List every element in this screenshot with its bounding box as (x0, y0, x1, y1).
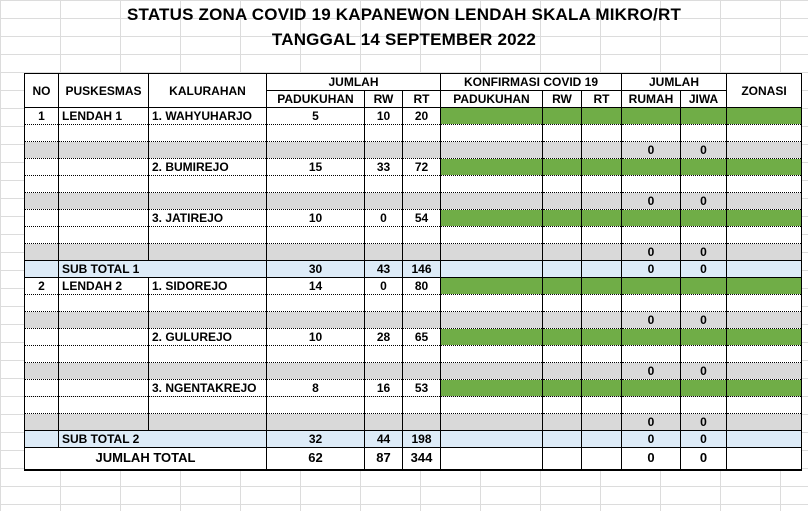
empty-cell (403, 312, 441, 329)
empty-cell (727, 363, 802, 380)
no-cell: 1 (25, 108, 59, 125)
empty-cell (59, 363, 149, 380)
empty-cell (543, 363, 582, 380)
empty-cell (543, 448, 582, 470)
status-cell (681, 159, 727, 176)
status-cell (543, 108, 582, 125)
padukuhan-count: 10 (267, 210, 365, 227)
empty-cell (582, 312, 622, 329)
empty-cell (582, 346, 622, 363)
empty-cell (543, 431, 582, 448)
empty-cell (25, 176, 59, 193)
rt-count: 20 (403, 108, 441, 125)
subtotal-rumah: 0 (622, 261, 681, 278)
empty-cell (267, 363, 365, 380)
page-title: STATUS ZONA COVID 19 KAPANEWON LENDAH SKALA MIKRO/RT (126, 5, 682, 24)
header-no: NO (25, 74, 59, 108)
empty-cell (59, 176, 149, 193)
empty-cell (149, 312, 267, 329)
empty-cell (365, 363, 403, 380)
empty-cell (403, 397, 441, 414)
empty-cell (543, 261, 582, 278)
empty-cell (727, 125, 802, 142)
rt-count: 54 (403, 210, 441, 227)
subtotal-label: SUB TOTAL 2 (59, 431, 267, 448)
header-konfirmasi-padukuhan: PADUKUHAN (441, 91, 543, 108)
empty-cell (365, 125, 403, 142)
total-label: JUMLAH TOTAL (25, 448, 267, 470)
status-cell (622, 329, 681, 346)
empty-cell (267, 244, 365, 261)
status-cell (681, 278, 727, 295)
status-cell (582, 159, 622, 176)
empty-cell (59, 125, 149, 142)
jiwa-count: 0 (681, 244, 727, 261)
padukuhan-count: 5 (267, 108, 365, 125)
empty-cell (727, 142, 802, 159)
kalurahan-cell: 3. JATIREJO (149, 210, 267, 227)
empty-cell (59, 295, 149, 312)
empty-cell (403, 125, 441, 142)
empty-cell (25, 142, 59, 159)
empty-cell (25, 346, 59, 363)
jiwa-count: 0 (681, 363, 727, 380)
empty-cell (582, 176, 622, 193)
empty-cell (59, 414, 149, 431)
empty-cell (441, 397, 543, 414)
kalurahan-cell: 1. WAHYUHARJO (149, 108, 267, 125)
table-row (25, 380, 802, 397)
status-cell (582, 108, 622, 125)
header-jumlah: JUMLAH (267, 74, 441, 91)
empty-cell (543, 193, 582, 210)
empty-cell (582, 125, 622, 142)
subtotal-rt: 146 (403, 261, 441, 278)
empty-cell (441, 312, 543, 329)
total-rw: 87 (365, 448, 403, 470)
jiwa-count: 0 (681, 312, 727, 329)
empty-cell (582, 295, 622, 312)
rumah-count: 0 (622, 142, 681, 159)
empty-cell (727, 176, 802, 193)
subtotal-rumah: 0 (622, 431, 681, 448)
empty-cell (441, 431, 543, 448)
empty-cell (543, 142, 582, 159)
status-cell (441, 278, 543, 295)
empty-cell (441, 176, 543, 193)
rt-count: 72 (403, 159, 441, 176)
table-row (25, 363, 802, 380)
rt-count: 65 (403, 329, 441, 346)
empty-cell (681, 397, 727, 414)
empty-cell (543, 176, 582, 193)
empty-cell (25, 431, 59, 448)
empty-cell (267, 176, 365, 193)
empty-cell (441, 261, 543, 278)
status-cell (622, 380, 681, 397)
table-row (25, 227, 802, 244)
empty-cell (59, 227, 149, 244)
empty-cell (582, 142, 622, 159)
covid-status-table (24, 73, 802, 471)
rw-count: 33 (365, 159, 403, 176)
rumah-count: 0 (622, 414, 681, 431)
puskesmas-cell (59, 159, 149, 176)
status-cell (681, 329, 727, 346)
rw-count: 10 (365, 108, 403, 125)
total-rumah: 0 (622, 448, 681, 470)
empty-cell (267, 312, 365, 329)
empty-cell (25, 363, 59, 380)
no-cell (25, 159, 59, 176)
empty-cell (582, 363, 622, 380)
empty-cell (149, 227, 267, 244)
table-row (25, 295, 802, 312)
header-rw: RW (365, 91, 403, 108)
table-row (25, 414, 802, 431)
kalurahan-cell: 3. NGENTAKREJO (149, 380, 267, 397)
empty-cell (403, 176, 441, 193)
empty-cell (582, 261, 622, 278)
empty-cell (727, 295, 802, 312)
empty-cell (149, 363, 267, 380)
header-konfirmasi-rw: RW (543, 91, 582, 108)
puskesmas-cell: LENDAH 1 (59, 108, 149, 125)
status-cell (727, 329, 802, 346)
rumah-count: 0 (622, 363, 681, 380)
header-jumlah-kasus: JUMLAH (622, 74, 727, 91)
empty-cell (267, 295, 365, 312)
empty-cell (365, 176, 403, 193)
empty-cell (365, 414, 403, 431)
empty-cell (59, 312, 149, 329)
empty-cell (727, 193, 802, 210)
rumah-count: 0 (622, 244, 681, 261)
table-row (25, 448, 802, 470)
status-cell (543, 380, 582, 397)
rt-count: 80 (403, 278, 441, 295)
no-cell (25, 210, 59, 227)
table-row (25, 244, 802, 261)
puskesmas-cell (59, 329, 149, 346)
empty-cell (441, 448, 543, 470)
table-row (25, 108, 802, 125)
table-row (25, 210, 802, 227)
subtotal-jiwa: 0 (681, 431, 727, 448)
empty-cell (149, 244, 267, 261)
empty-cell (681, 125, 727, 142)
empty-cell (441, 363, 543, 380)
empty-cell (727, 431, 802, 448)
empty-cell (59, 244, 149, 261)
header-konfirmasi-rt: RT (582, 91, 622, 108)
kalurahan-cell: 2. GULUREJO (149, 329, 267, 346)
empty-cell (267, 193, 365, 210)
rw-count: 0 (365, 278, 403, 295)
empty-cell (622, 176, 681, 193)
empty-cell (149, 414, 267, 431)
table-row (25, 431, 802, 448)
empty-cell (25, 261, 59, 278)
empty-cell (59, 193, 149, 210)
padukuhan-count: 10 (267, 329, 365, 346)
empty-cell (365, 244, 403, 261)
empty-cell (403, 414, 441, 431)
empty-cell (727, 227, 802, 244)
table-row (25, 312, 802, 329)
empty-cell (582, 431, 622, 448)
status-cell (441, 329, 543, 346)
empty-cell (543, 244, 582, 261)
status-cell (543, 278, 582, 295)
empty-cell (543, 125, 582, 142)
subtotal-padukuhan: 30 (267, 261, 365, 278)
empty-cell (403, 346, 441, 363)
status-cell (441, 159, 543, 176)
empty-cell (267, 346, 365, 363)
jiwa-count: 0 (681, 414, 727, 431)
header-rt: RT (403, 91, 441, 108)
empty-cell (403, 295, 441, 312)
rumah-count: 0 (622, 193, 681, 210)
puskesmas-cell (59, 380, 149, 397)
status-cell (727, 380, 802, 397)
empty-cell (365, 312, 403, 329)
empty-cell (365, 295, 403, 312)
empty-cell (25, 295, 59, 312)
empty-cell (543, 295, 582, 312)
empty-cell (365, 346, 403, 363)
status-cell (582, 278, 622, 295)
status-cell (727, 108, 802, 125)
empty-cell (25, 414, 59, 431)
empty-cell (25, 244, 59, 261)
puskesmas-cell: LENDAH 2 (59, 278, 149, 295)
empty-cell (365, 397, 403, 414)
empty-cell (543, 346, 582, 363)
status-cell (582, 210, 622, 227)
padukuhan-count: 8 (267, 380, 365, 397)
empty-cell (59, 142, 149, 159)
empty-cell (543, 414, 582, 431)
header-rumah: RUMAH (622, 91, 681, 108)
total-jiwa: 0 (681, 448, 727, 470)
status-cell (681, 108, 727, 125)
total-padukuhan: 62 (267, 448, 365, 470)
empty-cell (149, 125, 267, 142)
empty-cell (267, 414, 365, 431)
table-body (25, 108, 802, 470)
empty-cell (267, 227, 365, 244)
empty-cell (622, 125, 681, 142)
page-subtitle-date: TANGGAL 14 SEPTEMBER 2022 (271, 30, 537, 49)
empty-cell (681, 346, 727, 363)
empty-cell (622, 295, 681, 312)
empty-cell (149, 142, 267, 159)
empty-cell (403, 193, 441, 210)
empty-cell (727, 312, 802, 329)
empty-cell (25, 227, 59, 244)
empty-cell (403, 363, 441, 380)
no-cell (25, 329, 59, 346)
empty-cell (441, 244, 543, 261)
status-cell (543, 210, 582, 227)
status-cell (441, 210, 543, 227)
empty-cell (441, 346, 543, 363)
status-cell (681, 380, 727, 397)
empty-cell (582, 227, 622, 244)
empty-cell (622, 397, 681, 414)
empty-cell (149, 193, 267, 210)
status-cell (543, 329, 582, 346)
status-cell (727, 278, 802, 295)
table-row (25, 159, 802, 176)
empty-cell (441, 227, 543, 244)
subtotal-jiwa: 0 (681, 261, 727, 278)
kalurahan-cell: 2. BUMIREJO (149, 159, 267, 176)
rw-count: 16 (365, 380, 403, 397)
empty-cell (441, 193, 543, 210)
puskesmas-cell (59, 210, 149, 227)
status-cell (727, 159, 802, 176)
status-cell (681, 210, 727, 227)
subtotal-rw: 44 (365, 431, 403, 448)
empty-cell (727, 346, 802, 363)
status-cell (441, 380, 543, 397)
header-konfirmasi: KONFIRMASI COVID 19 (441, 74, 622, 91)
header-jiwa: JIWA (681, 91, 727, 108)
empty-cell (727, 414, 802, 431)
empty-cell (543, 312, 582, 329)
rt-count: 53 (403, 380, 441, 397)
table-row (25, 278, 802, 295)
kalurahan-cell: 1. SIDOREJO (149, 278, 267, 295)
empty-cell (267, 142, 365, 159)
table-row (25, 346, 802, 363)
empty-cell (622, 227, 681, 244)
empty-cell (25, 125, 59, 142)
empty-cell (149, 397, 267, 414)
status-cell (582, 329, 622, 346)
empty-cell (441, 142, 543, 159)
jiwa-count: 0 (681, 142, 727, 159)
jiwa-count: 0 (681, 193, 727, 210)
empty-cell (59, 397, 149, 414)
empty-cell (149, 295, 267, 312)
empty-cell (582, 193, 622, 210)
status-cell (622, 278, 681, 295)
empty-cell (681, 295, 727, 312)
status-cell (727, 210, 802, 227)
empty-cell (582, 448, 622, 470)
total-rt: 344 (403, 448, 441, 470)
rw-count: 0 (365, 210, 403, 227)
empty-cell (543, 227, 582, 244)
empty-cell (582, 244, 622, 261)
empty-cell (727, 261, 802, 278)
subtotal-rt: 198 (403, 431, 441, 448)
no-cell (25, 380, 59, 397)
table-row (25, 193, 802, 210)
status-cell (582, 380, 622, 397)
table-row (25, 142, 802, 159)
status-cell (441, 108, 543, 125)
empty-cell (727, 448, 802, 470)
empty-cell (441, 125, 543, 142)
subtotal-label: SUB TOTAL 1 (59, 261, 267, 278)
empty-cell (403, 244, 441, 261)
padukuhan-count: 15 (267, 159, 365, 176)
empty-cell (441, 295, 543, 312)
empty-cell (149, 176, 267, 193)
empty-cell (543, 397, 582, 414)
status-cell (622, 108, 681, 125)
empty-cell (441, 414, 543, 431)
empty-cell (681, 227, 727, 244)
subtotal-padukuhan: 32 (267, 431, 365, 448)
empty-cell (267, 125, 365, 142)
empty-cell (582, 414, 622, 431)
header-zonasi: ZONASI (727, 74, 802, 108)
empty-cell (403, 142, 441, 159)
status-cell (622, 159, 681, 176)
empty-cell (622, 346, 681, 363)
no-cell: 2 (25, 278, 59, 295)
empty-cell (149, 346, 267, 363)
empty-cell (727, 397, 802, 414)
rumah-count: 0 (622, 312, 681, 329)
header-puskesmas: PUSKESMAS (59, 74, 149, 108)
empty-cell (403, 227, 441, 244)
padukuhan-count: 14 (267, 278, 365, 295)
table-row (25, 261, 802, 278)
header-kalurahan: KALURAHAN (149, 74, 267, 108)
empty-cell (681, 176, 727, 193)
table-row (25, 125, 802, 142)
empty-cell (727, 244, 802, 261)
status-cell (543, 159, 582, 176)
empty-cell (365, 227, 403, 244)
empty-cell (59, 346, 149, 363)
header-padukuhan: PADUKUHAN (267, 91, 365, 108)
status-cell (622, 210, 681, 227)
empty-cell (582, 397, 622, 414)
empty-cell (365, 193, 403, 210)
table-row (25, 176, 802, 193)
empty-cell (25, 312, 59, 329)
subtotal-rw: 43 (365, 261, 403, 278)
empty-cell (25, 193, 59, 210)
empty-cell (25, 397, 59, 414)
table-row (25, 329, 802, 346)
rw-count: 28 (365, 329, 403, 346)
empty-cell (365, 142, 403, 159)
empty-cell (267, 397, 365, 414)
table-row (25, 397, 802, 414)
